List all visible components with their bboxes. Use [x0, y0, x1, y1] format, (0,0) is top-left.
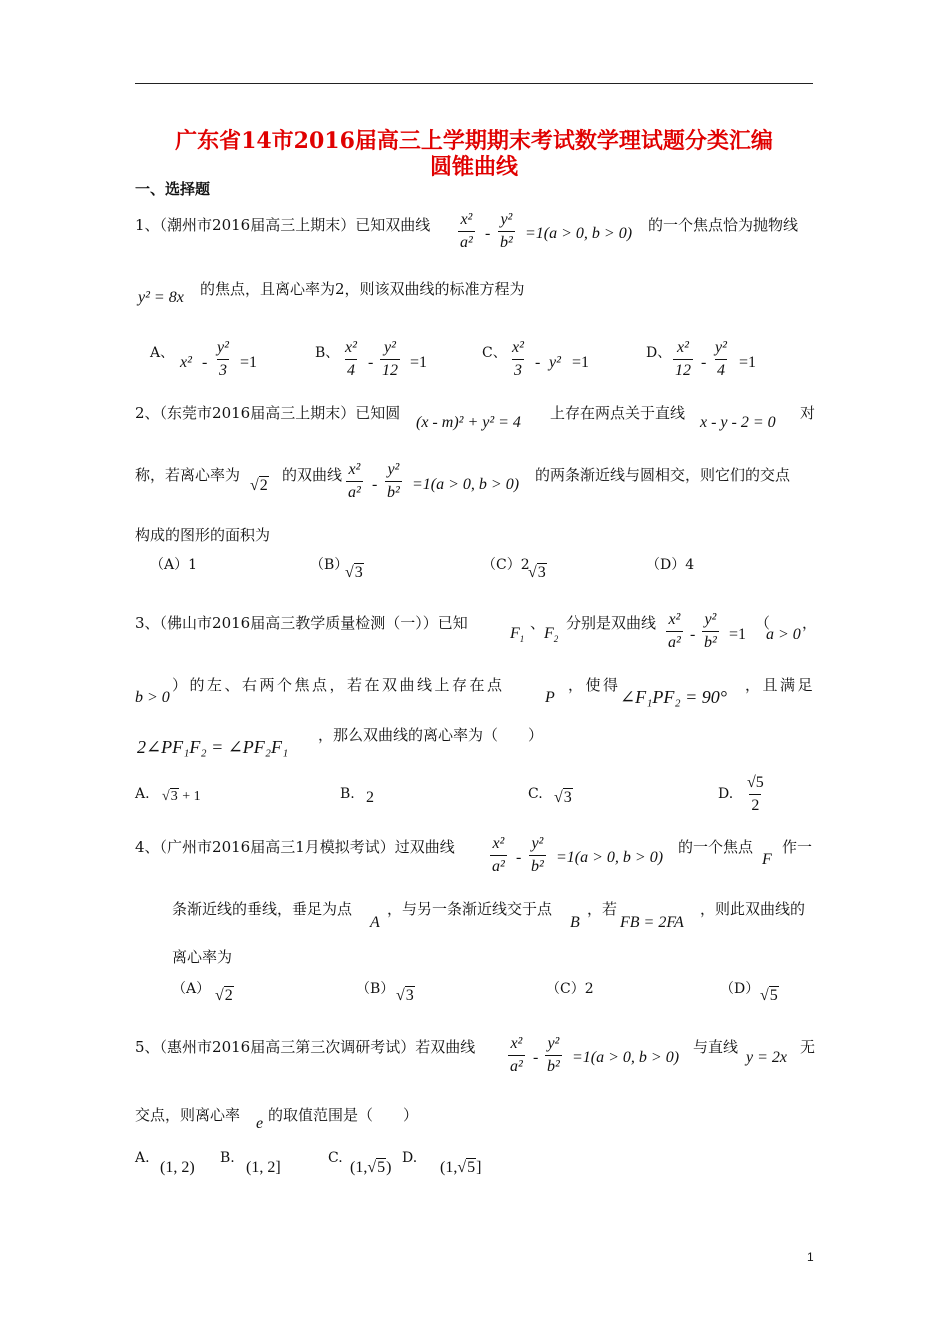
q1-opt-b-label: B、 [315, 345, 340, 361]
q5-minus: - [533, 1049, 539, 1066]
q1-minus: - [485, 225, 491, 242]
q5-eq: =1(a > 0, b > 0) [572, 1049, 680, 1066]
q2-minus: - [372, 476, 378, 493]
q3-opt-c-val: √3 [554, 789, 572, 806]
q5-text3: 无 [800, 1038, 816, 1056]
q3-text: 3、（佛山市2016届高三教学质量检测（一））已知 [135, 614, 468, 632]
q1-opt-a-eq: =1 [240, 354, 258, 371]
q1-opt-c-y2: y² [549, 354, 561, 371]
q4-opt-a-label: （A） [172, 981, 211, 997]
q1-text: 1、（潮州市2016届高三上期末）已知双曲线 [135, 216, 431, 234]
q2-frac-x: $\frac{\text{x²}}{\text{a²}}$ [348, 461, 361, 501]
q4-point-a: A [370, 914, 380, 931]
q4-eq: =1(a > 0, b > 0) [556, 849, 664, 866]
q2-opt-a: （A）1 [150, 557, 198, 573]
q1-opt-b-frac1: $\frac{\text{x²}}{4}$ [345, 339, 357, 379]
q1-opt-d-label: D、 [646, 345, 672, 361]
q2-line: x - y - 2 = 0 [700, 414, 776, 431]
q1-opt-a-label: A、 [150, 345, 175, 361]
q3-f1: $F_1$ [510, 625, 525, 645]
q2-frac-y: $\frac{\text{y²}}{\text{b²}}$ [387, 461, 400, 501]
q1-opt-a-frac: $\frac{\text{y²}}{3}$ [217, 339, 229, 379]
q3-line2a: ）的左、右两个焦点，若在双曲线上存在点 [172, 676, 505, 694]
q3-opt-a-val: √3 + 1 [162, 789, 201, 804]
q3-opt-b-val: 2 [366, 789, 374, 806]
q5-text: 5、（惠州市2016届高三第三次调研考试）若双曲线 [135, 1038, 476, 1056]
q4-opt-c: （C）2 [546, 981, 594, 997]
q4-opt-a-val: √2 [215, 987, 233, 1004]
q1-opt-c-frac: $\frac{\text{x²}}{3}$ [512, 339, 524, 379]
q5-opt-d-val: (1,√5] [440, 1159, 482, 1176]
q3-line2b: ，使得 [568, 676, 621, 694]
q4-line2c: ，若 [587, 900, 618, 918]
q2-line2c: 的两条渐近线与圆相交，则它们的交点 [535, 466, 791, 484]
q5-line2b: 的取值范围是（ ） [268, 1106, 419, 1124]
q4-frac-y: $\frac{\text{y²}}{\text{b²}}$ [531, 835, 544, 875]
q5-opt-a-val: (1, 2) [160, 1159, 195, 1176]
q3-condition: 2∠PF₁F₂ = ∠PF₂F₁ [137, 737, 289, 757]
q1-opt-b-eq: =1 [410, 354, 428, 371]
q1-opt-c-label: C、 [482, 345, 507, 361]
q5-opt-b-val: (1, 2] [246, 1159, 281, 1176]
q3-paren-open: （ [755, 614, 771, 632]
q4-line2d: ，则此双曲线的 [700, 900, 806, 918]
q5-opt-a-label: A. [135, 1150, 150, 1166]
q2-opt-b-sqrt3: √3 [345, 564, 363, 581]
q4-line2b: ，与另一条渐近线交于点 [387, 900, 553, 918]
q1-opt-a-x2: x² [180, 354, 192, 371]
q5-frac-x: $\frac{\text{x²}}{\text{a²}}$ [510, 1035, 523, 1075]
q3-opt-d-frac: $\frac{√5}{2}$ [747, 774, 764, 814]
section-heading: 一、选择题 [135, 180, 211, 198]
q4-frac-x: $\frac{\text{x²}}{\text{a²}}$ [492, 835, 505, 875]
q3-minus: - [690, 626, 696, 643]
q3-point-p: P [545, 689, 555, 706]
q3-angle: ∠F₁PF₂ = 90° [620, 687, 727, 707]
q3-opt-c-label: C. [528, 786, 543, 802]
q1-opt-d-frac2: $\frac{\text{y²}}{4}$ [715, 339, 727, 379]
q5-e: e [256, 1115, 264, 1132]
q3-frac-y: $\frac{\text{y²}}{\text{b²}}$ [704, 611, 717, 651]
q1-line2: 的焦点，且离心率为2，则该双曲线的标准方程为 [200, 280, 525, 298]
q2-line2a: 称，若离心率为 [135, 466, 241, 484]
q5-frac-y: $\frac{\text{y²}}{\text{b²}}$ [547, 1035, 560, 1075]
q1-eq: =1(a > 0, b > 0) [525, 225, 633, 242]
header-rule [135, 83, 813, 84]
q1-opt-c-minus: - [535, 354, 541, 371]
q1-opt-b-frac2: $\frac{\text{y²}}{12}$ [382, 339, 398, 379]
q2-text: 2、（东莞市2016届高三上期末）已知圆 [135, 404, 401, 422]
q5-opt-d-label: D. [402, 1150, 418, 1166]
q5-line2a: 交点，则离心率 [135, 1106, 241, 1124]
q4-text3: 作一 [782, 838, 813, 856]
q3-eq: =1 [729, 626, 747, 643]
q2-line2b: 的双曲线 [282, 466, 343, 484]
q3-opt-b-label: B. [340, 786, 355, 802]
q3-text2: 、 [530, 614, 546, 632]
document-subtitle: 圆锥曲线 [429, 154, 518, 180]
q1-opt-a-minus: - [202, 354, 208, 371]
q3-cond1: a > 0 [766, 626, 801, 643]
q4-text2: 的一个焦点 [678, 838, 754, 856]
q2-opt-b-label: （B） [310, 557, 349, 573]
q2-text3: 对 [800, 404, 816, 422]
q2-eq: =1(a > 0, b > 0) [412, 476, 520, 493]
q1-frac-y: $\frac{\text{y²}}{\text{b²}}$ [500, 211, 513, 251]
q1-opt-d-frac1: $\frac{\text{x²}}{12}$ [675, 339, 691, 379]
q1-opt-b-minus: - [368, 354, 374, 371]
q3-comma: ， [802, 614, 818, 632]
q1-opt-d-eq: =1 [739, 354, 757, 371]
q4-line3: 离心率为 [172, 948, 233, 966]
q5-opt-c-label: C. [328, 1150, 343, 1166]
q4-text: 4、（广州市2016届高三1月模拟考试）过双曲线 [135, 838, 455, 856]
q5-opt-c-val: (1,√5) [350, 1159, 392, 1176]
q2-line3: 构成的图形的面积为 [135, 526, 271, 544]
q4-opt-d-label: （D） [720, 981, 760, 997]
q3-line3b: ，那么双曲线的离心率为（ ） [318, 726, 544, 744]
q4-opt-b-label: （B） [356, 981, 395, 997]
q1-frac-x: $\frac{\text{x²}}{\text{a²}}$ [460, 211, 473, 251]
q5-opt-b-label: B. [220, 1150, 235, 1166]
q2-opt-d: （D）4 [646, 557, 695, 573]
q1-opt-c-eq: =1 [572, 354, 590, 371]
q4-opt-b-val: √3 [396, 987, 414, 1004]
q4-line2a: 条渐近线的垂线，垂足为点 [172, 900, 353, 918]
q3-f2: $F_2$ [544, 625, 559, 645]
page-number: 1 [807, 1250, 814, 1264]
q4-focus-f: F [762, 851, 772, 868]
q4-minus: - [516, 849, 522, 866]
q4-vector-eq: FB = 2FA [620, 914, 684, 931]
q2-opt-c-sqrt3: √3 [528, 564, 546, 581]
q1-text2: 的一个焦点恰为抛物线 [648, 216, 799, 234]
q2-sqrt2: √2 [250, 477, 268, 494]
q1-parabola: y² = 8x [138, 289, 184, 306]
q3-text3: 分别是双曲线 [566, 614, 657, 632]
document-title: 广东省14市2016届高三上学期期末考试数学理试题分类汇编 [175, 128, 773, 154]
q3-line2c: ，且满足 [745, 676, 816, 694]
q2-opt-c-label: （C）2 [482, 557, 530, 573]
q5-line: y = 2x [746, 1049, 787, 1066]
q2-circle: (x - m)² + y² = 4 [416, 414, 521, 431]
q5-text2: 与直线 [693, 1038, 739, 1056]
q4-opt-d-val: √5 [760, 987, 778, 1004]
q2-text2: 上存在两点关于直线 [550, 404, 686, 422]
q3-cond2: b > 0 [135, 689, 170, 706]
q3-frac-x: $\frac{\text{x²}}{\text{a²}}$ [668, 611, 681, 651]
q4-point-b: B [570, 914, 580, 931]
q3-opt-a-label: A. [135, 786, 150, 802]
q1-opt-d-minus: - [701, 354, 707, 371]
q3-opt-d-label: D. [718, 786, 734, 802]
